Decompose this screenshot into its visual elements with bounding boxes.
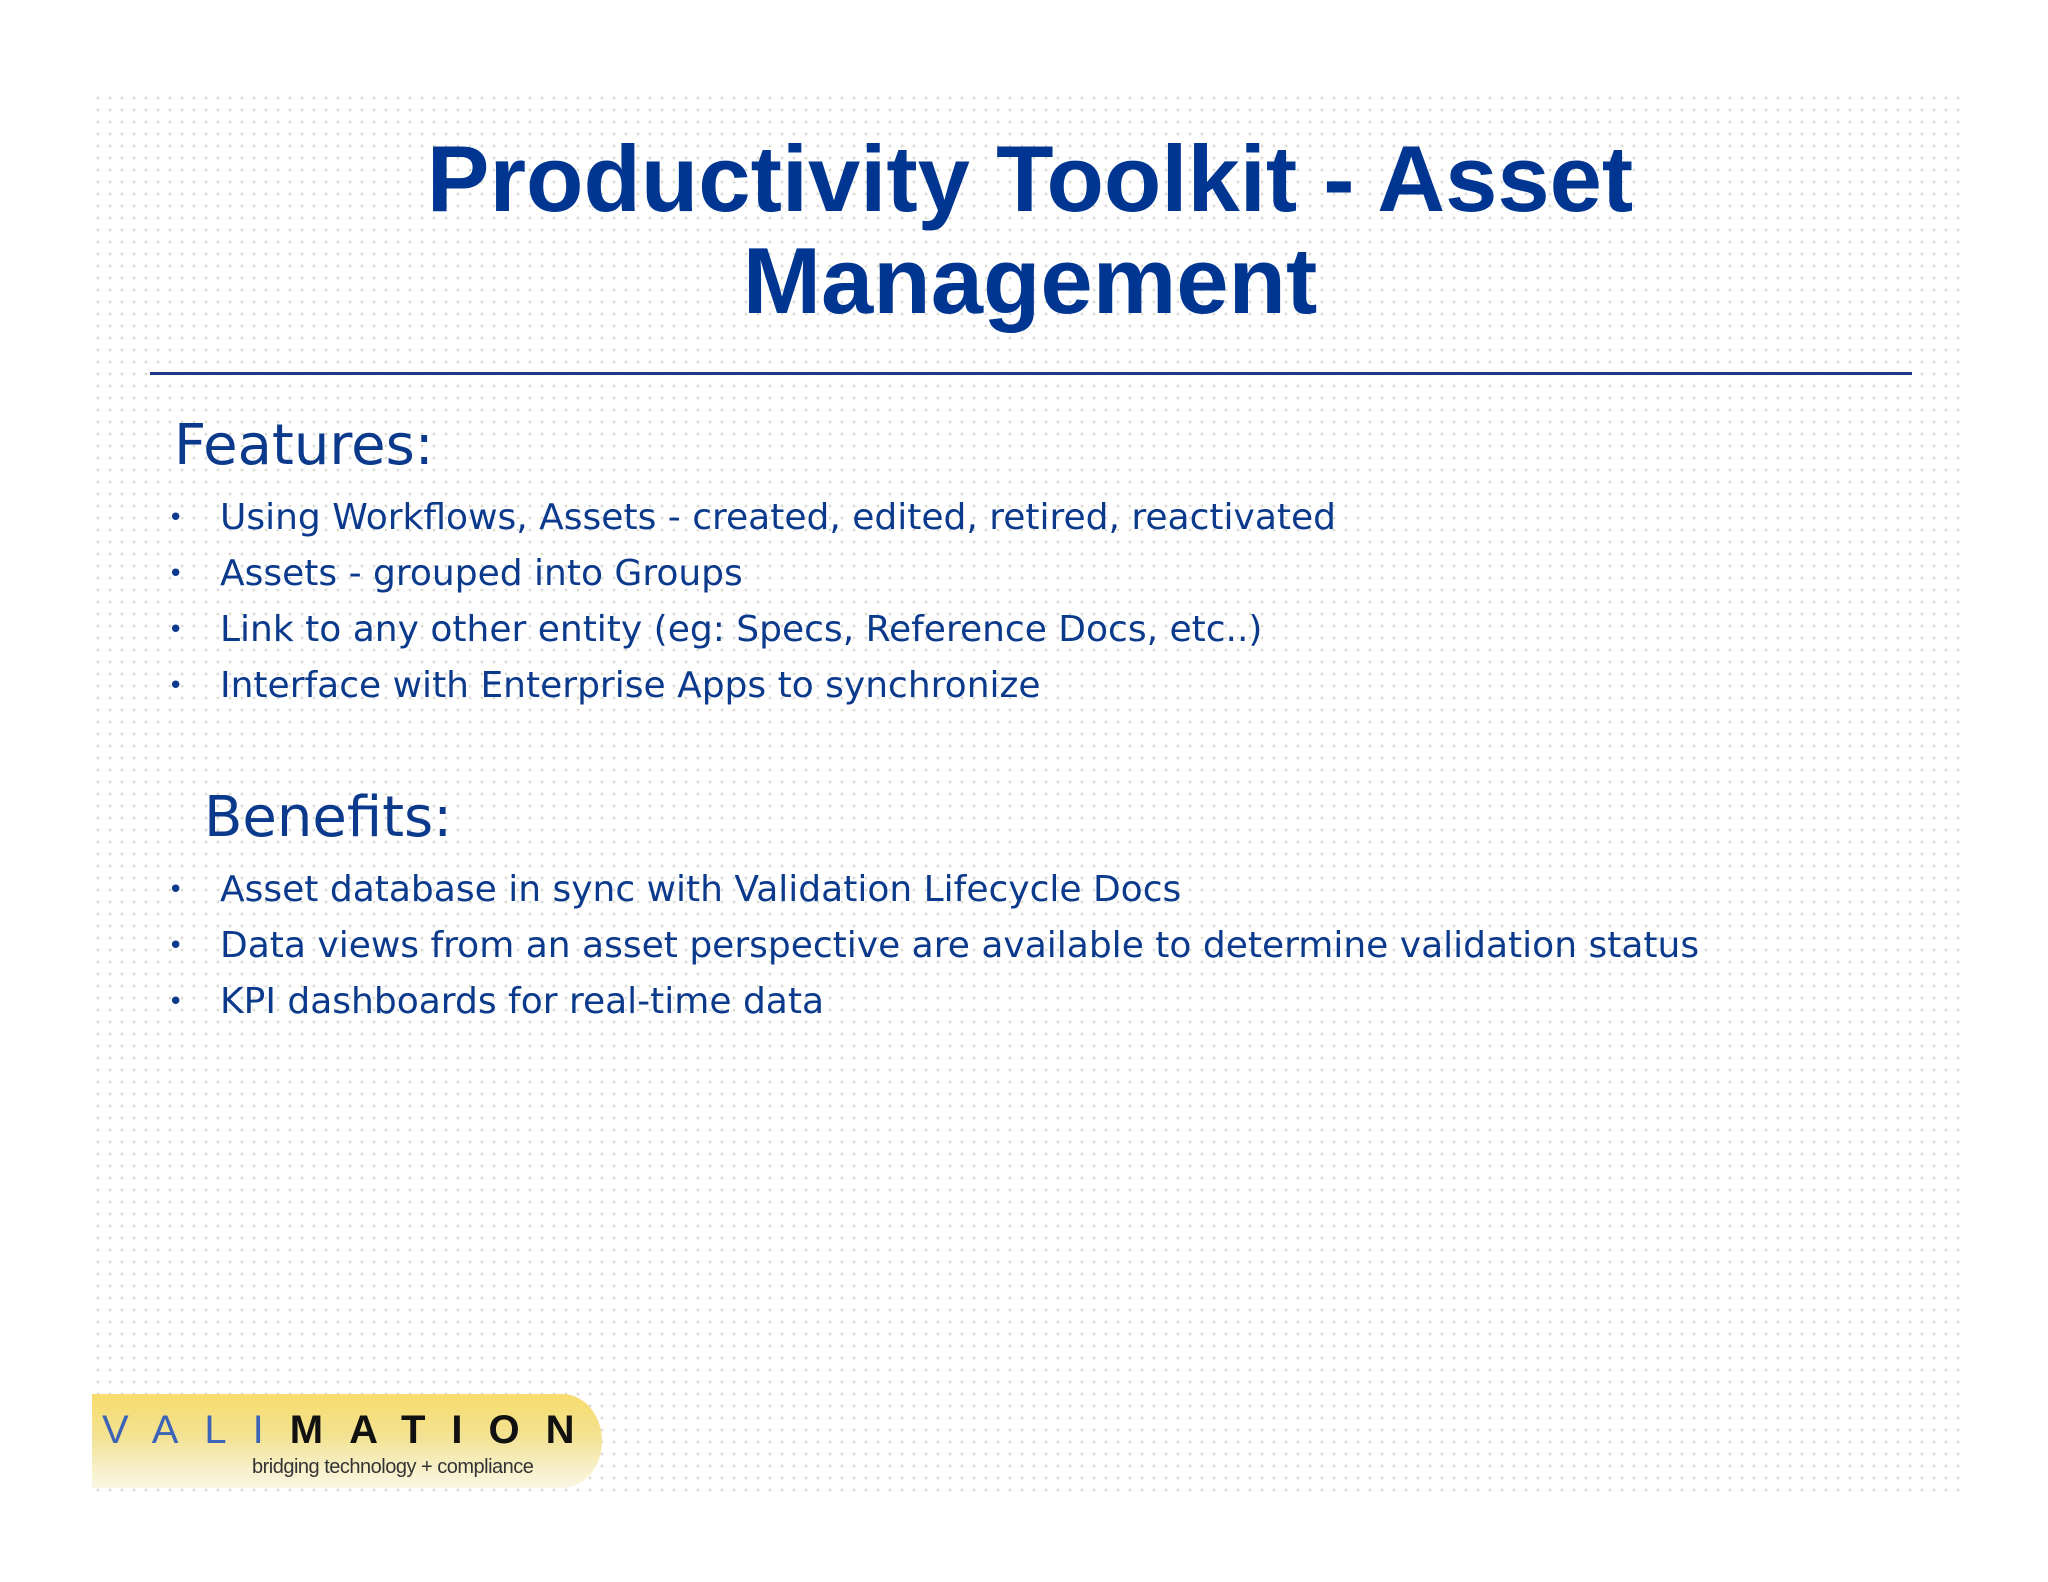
slide-title-line-2: Management [742, 228, 1318, 333]
feature-item [168, 546, 1336, 602]
feature-item-text: Link to any other entity (eg: Specs, Reference Docs, etc..) [220, 609, 1263, 650]
logo-tagline: bridging technology + compliance [252, 1456, 534, 1478]
bullet-icon: • [168, 875, 184, 905]
feature-item [168, 602, 1336, 658]
benefit-item [168, 918, 1699, 974]
feature-item [168, 658, 1336, 714]
title-divider [150, 372, 1912, 375]
logo-wordmark-part-2: MATION [289, 1408, 601, 1452]
benefit-item [168, 862, 1699, 918]
benefit-item-text: Asset database in sync with Validation Lifecycle Docs [220, 869, 1182, 910]
bullet-icon: • [168, 931, 184, 961]
bullet-icon: • [168, 503, 184, 533]
slide-title-line-1: Productivity Toolkit - Asset [426, 126, 1634, 231]
slide-title [150, 128, 1910, 332]
benefits-heading: Benefits: [204, 785, 453, 850]
bullet-icon: • [168, 615, 184, 645]
bullet-icon: • [168, 671, 184, 701]
feature-item-text: Interface with Enterprise Apps to synchronize [220, 665, 1041, 706]
feature-item [168, 490, 1336, 546]
logo-wordmark-part-1: VALI [102, 1408, 290, 1452]
bullet-icon: • [168, 559, 184, 589]
benefit-item-text: KPI dashboards for real-time data [220, 981, 825, 1022]
feature-item-text: Assets - grouped into Groups [220, 553, 743, 594]
bullet-icon: • [168, 987, 184, 1017]
benefit-item [168, 974, 1699, 1030]
benefit-item-text: Data views from an asset perspective are available to determine validation status [220, 925, 1700, 966]
logo-wordmark [102, 1408, 601, 1452]
company-logo [92, 1394, 602, 1488]
features-heading: Features: [174, 413, 434, 478]
feature-item-text: Using Workflows, Assets - created, edited, retired, reactivated [220, 497, 1336, 538]
benefits-list [168, 862, 1699, 1030]
features-list [168, 490, 1336, 714]
